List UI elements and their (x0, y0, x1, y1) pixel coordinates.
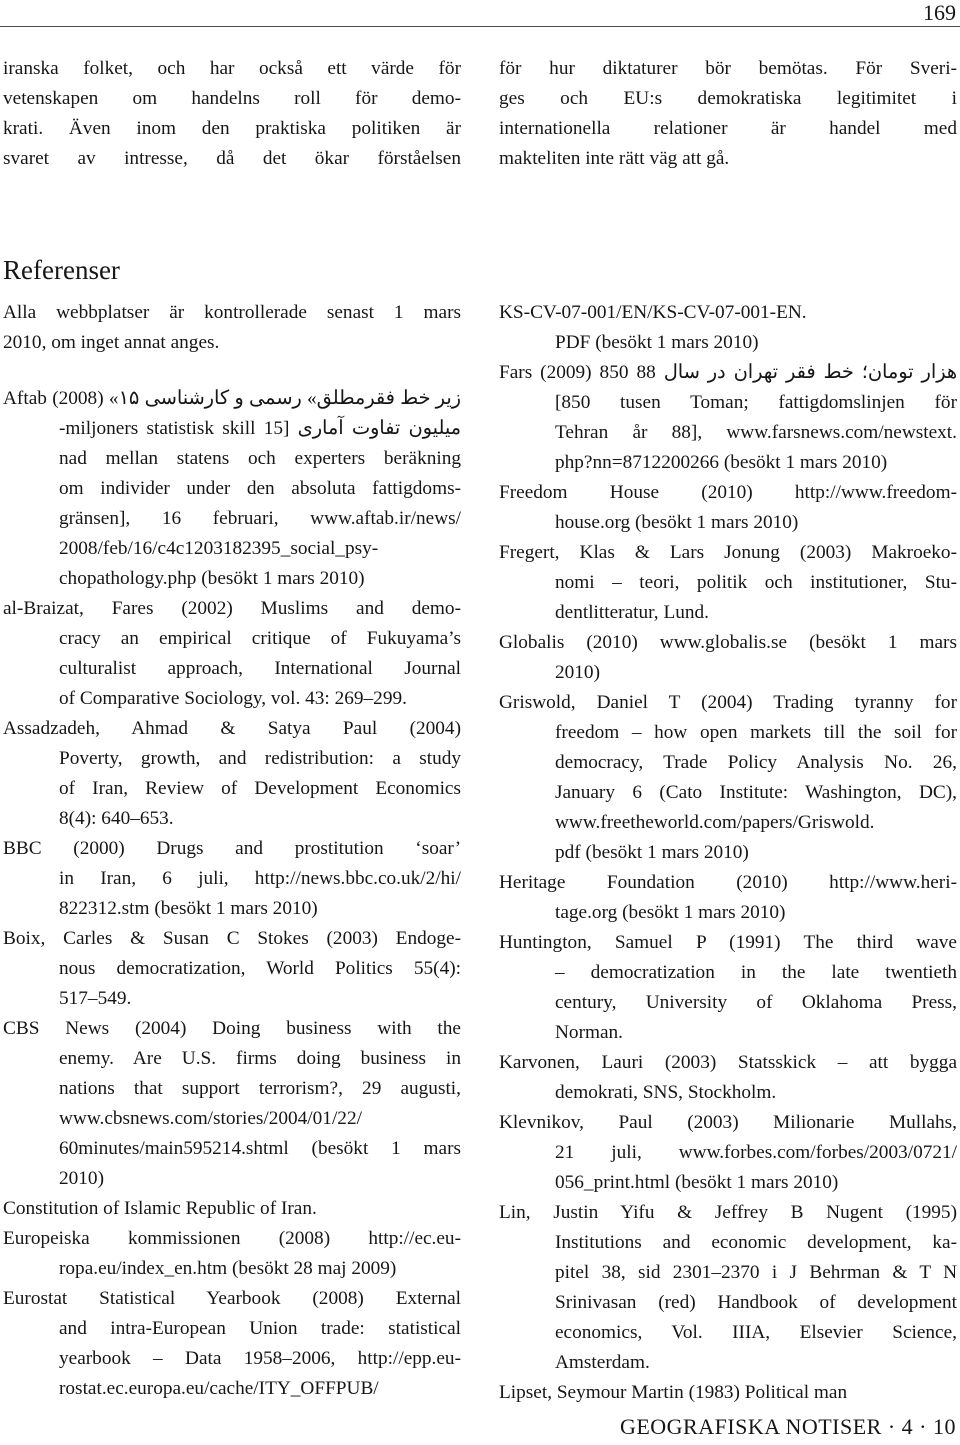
reference-line: KS-CV-07-001/EN/KS-CV-07-001-EN. (499, 302, 807, 323)
reference-entry (499, 1108, 957, 1198)
reference-line: www.freetheworld.com/papers/Griswold. (555, 812, 875, 833)
reference-line: demokrati, SNS, Stockholm. (555, 1082, 777, 1103)
reference-line: Klevnikov, Paul (2003) Milionarie Mullahs, (499, 1112, 957, 1133)
reference-line: al-Braizat, Fares (2002) Muslims and demo- (3, 598, 461, 619)
reference-line: yearbook – Data 1958–2006, http://epp.eu- (59, 1348, 461, 1369)
text-line: internationella relationer är handel med (499, 118, 957, 139)
reference-line: – democratization in the late twentieth (555, 962, 957, 983)
reference-entry (3, 1224, 461, 1284)
reference-line: January 6 (Cato Institute: Washington, DC), (555, 782, 957, 803)
reference-entry (499, 1048, 957, 1108)
reference-line: in Iran, 6 juli, http://news.bbc.co.uk/2/hi/ (59, 868, 461, 889)
reference-line: economics, Vol. IIIA, Elsevier Science, (555, 1322, 957, 1343)
section-heading: Referenser (3, 255, 120, 285)
reference-line: nad mellan statens och experters beräkning (59, 448, 461, 469)
reference-line: [850 tusen Toman; fattigdomslinjen för (555, 392, 957, 413)
reference-entry (499, 358, 957, 478)
reference-line: Srinivasan (red) Handbook of development (555, 1292, 957, 1313)
reference-line: CBS News (2004) Doing business with the (3, 1018, 461, 1039)
reference-line: culturalist approach, International Journal (59, 658, 461, 679)
reference-line: Globalis (2010) www.globalis.se (besökt 1 mars (499, 632, 957, 653)
reference-line: Fregert, Klas & Lars Jonung (2003) Makroeko- (499, 542, 957, 563)
reference-line: Amsterdam. (555, 1352, 650, 1373)
reference-line: Norman. (555, 1022, 624, 1043)
reference-line: Boix, Carles & Susan C Stokes (2003) Endoge- (3, 928, 461, 949)
reference-line: Huntington, Samuel P (1991) The third wave (499, 932, 957, 953)
reference-entry (499, 868, 957, 928)
reference-entry (499, 478, 957, 538)
reference-line: Karvonen, Lauri (2003) Statsskick – att bygga (499, 1052, 957, 1073)
page-number: 169 (923, 0, 956, 25)
reference-line: Europeiska kommissionen (2008) http://ec.eu- (3, 1228, 461, 1249)
reference-line: democracy, Trade Policy Analysis No. 26, (555, 752, 957, 773)
reference-entry (3, 1194, 461, 1224)
reference-line: Assadzadeh, Ahmad & Satya Paul (2004) (3, 718, 461, 739)
reference-line: Lin, Justin Yifu & Jeffrey B Nugent (1995) (499, 1202, 957, 1223)
reference-line: Freedom House (2010) http://www.freedom- (499, 482, 957, 503)
reference-line: Griswold, Daniel T (2004) Trading tyranny for (499, 692, 957, 713)
reference-entry (3, 1284, 461, 1404)
reference-entry (499, 628, 957, 688)
text-line: svaret av intresse, då det ökar förståelsen (3, 148, 461, 169)
reference-line: chopathology.php (besökt 1 mars 2010) (59, 568, 365, 589)
references-right-column (499, 298, 957, 1408)
text-line: krati. Även inom den praktiska politiken är (3, 118, 461, 139)
reference-line: BBC (2000) Drugs and prostitution ‘soar’ (3, 838, 461, 859)
reference-line: 21 juli, www.forbes.com/forbes/2003/0721/ (555, 1142, 957, 1163)
reference-entry (3, 384, 461, 594)
reference-line: enemy. Are U.S. firms doing business in (59, 1048, 461, 1069)
reference-line: and intra-European Union trade: statistical (59, 1318, 461, 1339)
reference-line: nomi – teori, politik och institutioner, Stu- (555, 572, 957, 593)
reference-line: Eurostat Statistical Yearbook (2008) External (3, 1288, 461, 1309)
reference-line: 822312.stm (besökt 1 mars 2010) (59, 898, 318, 919)
reference-entry (499, 928, 957, 1048)
reference-line: pdf (besökt 1 mars 2010) (555, 842, 749, 863)
reference-line: 8(4): 640–653. (59, 808, 174, 829)
reference-entry (499, 298, 957, 358)
reference-line: Poverty, growth, and redistribution: a study (59, 748, 461, 769)
reference-line: 2010) (555, 662, 600, 683)
reference-line: Fars (2009) 850 هزار تومان؛ خط فقر تهران در سال 88 (499, 362, 957, 383)
reference-line: Aftab (2008) «زیر خط فقرمطلق» رسمی و کارشناسی ۱۵ (3, 388, 461, 409)
reference-line: of Comparative Sociology, vol. 43: 269–299. (59, 688, 407, 709)
reference-line: Lipset, Seymour Martin (1983) Political man (499, 1382, 848, 1403)
reference-line: 60minutes/main595214.shtml (besökt 1 mars (59, 1138, 461, 1159)
reference-line: Heritage Foundation (2010) http://www.heri- (499, 872, 957, 893)
reference-entry (499, 1198, 957, 1378)
references-left-column (3, 384, 461, 1404)
reference-line: gränsen], 16 februari, www.aftab.ir/news/ (59, 508, 461, 529)
reference-line: Institutions and economic development, ka- (555, 1232, 957, 1253)
reference-line: tage.org (besökt 1 mars 2010) (555, 902, 786, 923)
reference-line: pitel 38, sid 2301–2370 i J Behrman & T N (555, 1262, 957, 1283)
reference-line: میلیون تفاوت آماری [15 miljoners statistisk skill- (59, 418, 461, 439)
reference-line: PDF (besökt 1 mars 2010) (555, 332, 759, 353)
reference-line: century, University of Oklahoma Press, (555, 992, 957, 1013)
reference-line: 2008/feb/16/c4c1203182395_social_psy- (59, 538, 379, 559)
text-line: Alla webbplatser är kontrollerade senast 1 mars (3, 302, 461, 323)
text-line: iranska folket, och har också ett värde för (3, 58, 461, 79)
references-intro (3, 298, 461, 358)
reference-line: dentlitteratur, Lund. (555, 602, 709, 623)
reference-line: rostat.ec.europa.eu/cache/ITY_OFFPUB/ (59, 1378, 379, 1399)
reference-line: house.org (besökt 1 mars 2010) (555, 512, 799, 533)
text-line: makteliten inte rätt väg att gå. (499, 148, 730, 169)
reference-line: cracy an empirical critique of Fukuyama’s (59, 628, 461, 649)
reference-line: php?nn=8712200266 (besökt 1 mars 2010) (555, 452, 888, 473)
reference-entry (3, 594, 461, 714)
reference-line: Tehran år 88], www.farsnews.com/newstext. (555, 422, 957, 443)
reference-entry (3, 1014, 461, 1194)
reference-entry (499, 538, 957, 628)
text-line: ges och EU:s demokratiska legitimitet i (499, 88, 957, 109)
reference-line: www.cbsnews.com/stories/2004/01/22/ (59, 1108, 362, 1129)
reference-entry (3, 834, 461, 924)
reference-line: om individer under den absoluta fattigdoms- (59, 478, 461, 499)
text-line: för hur diktaturer bör bemötas. För Sveri- (499, 58, 957, 79)
journal-footer: GEOGRAFISKA NOTISER · 4 · 10 (619, 1414, 956, 1439)
body-text-right (499, 54, 957, 174)
text-line: vetenskapen om handelns roll för demo- (3, 88, 461, 109)
reference-entry (3, 924, 461, 1014)
header-rule (0, 26, 960, 27)
reference-line: 056_print.html (besökt 1 mars 2010) (555, 1172, 839, 1193)
reference-line: Constitution of Islamic Republic of Iran. (3, 1198, 317, 1219)
reference-line: ropa.eu/index_en.htm (besökt 28 maj 2009) (59, 1258, 397, 1279)
reference-line: 517–549. (59, 988, 132, 1009)
text-line: 2010, om inget annat anges. (3, 332, 220, 353)
reference-entry (499, 1378, 957, 1408)
reference-line: 2010) (59, 1168, 104, 1189)
reference-line: nous democratization, World Politics 55(4): (59, 958, 461, 979)
reference-line: freedom – how open markets till the soil for (555, 722, 957, 743)
body-text-left (3, 54, 461, 174)
reference-entry (3, 714, 461, 834)
reference-line: nations that support terrorism?, 29 augusti, (59, 1078, 461, 1099)
reference-line: of Iran, Review of Development Economics (59, 778, 461, 799)
reference-entry (499, 688, 957, 868)
